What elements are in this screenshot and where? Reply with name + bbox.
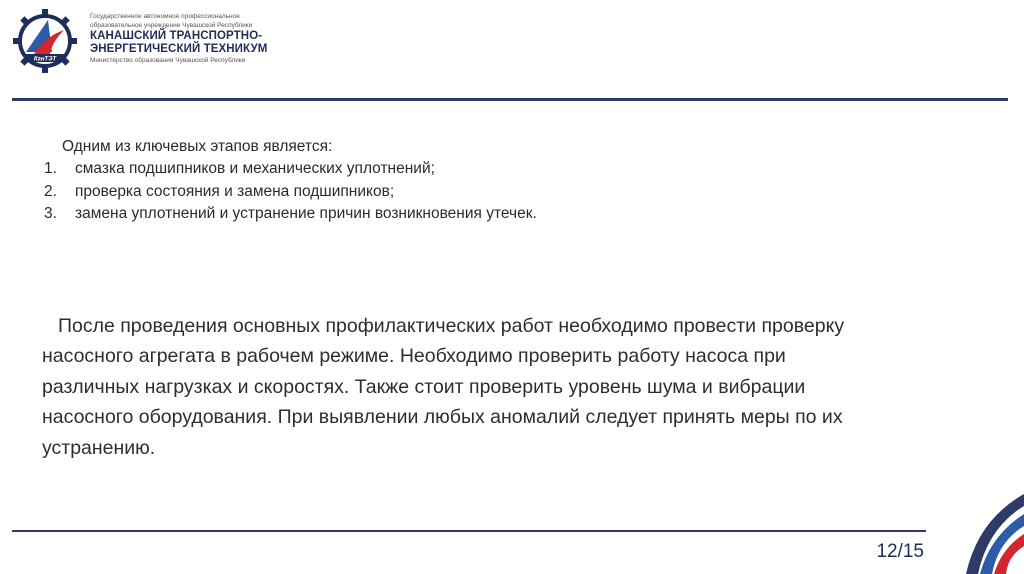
gear-logo-icon xyxy=(12,8,78,74)
footer-divider xyxy=(12,530,926,532)
list-item xyxy=(44,181,595,204)
organization-header xyxy=(90,12,290,65)
list-item-text: смазка подшипников и механических уплотнений; xyxy=(75,160,435,177)
list-item-number: 2. xyxy=(44,182,57,200)
org-line-1: Государственное автономное профессиональное xyxy=(90,13,240,20)
logo-text: КанТЭТ xyxy=(33,56,57,63)
swoosh-decoration-icon xyxy=(944,480,1024,574)
steps-list xyxy=(44,158,595,226)
list-item-number: 3. xyxy=(44,205,57,223)
body-paragraph: После проведения основных профилактических работ необходимо провести проверку насосного агрегата в рабочем режиме. Необходимо проверить работу насоса при различных нагрузках и скоростях. Также стоит проверить уровень шума и вибрации насосного оборудования. При выявлении любых аномалий следует принять меры по их устранению. xyxy=(42,314,845,459)
list-item-text: проверка состояния и замена подшипников; xyxy=(75,182,395,200)
list-item-text: замена уплотнений и устранение причин возникновения утечек. xyxy=(75,205,537,223)
list-item xyxy=(44,203,595,226)
college-title-line-2: ЭНЕРГЕТИЧЕСКИЙ ТЕХНИКУМ xyxy=(90,43,268,55)
ministry-line: Министерство образования Чувашской Республики xyxy=(90,57,246,64)
intro-text: Одним из ключевых этапов является: xyxy=(62,138,333,155)
org-line-2: образовательное учреждение Чувашской Республики xyxy=(90,22,253,29)
header-divider xyxy=(12,98,1008,101)
list-item xyxy=(44,158,595,181)
page-number: 12/15 xyxy=(876,541,924,562)
list-item-number: 1. xyxy=(44,160,57,177)
college-title-line-1: КАНАШСКИЙ ТРАНСПОРТНО- xyxy=(90,30,263,42)
